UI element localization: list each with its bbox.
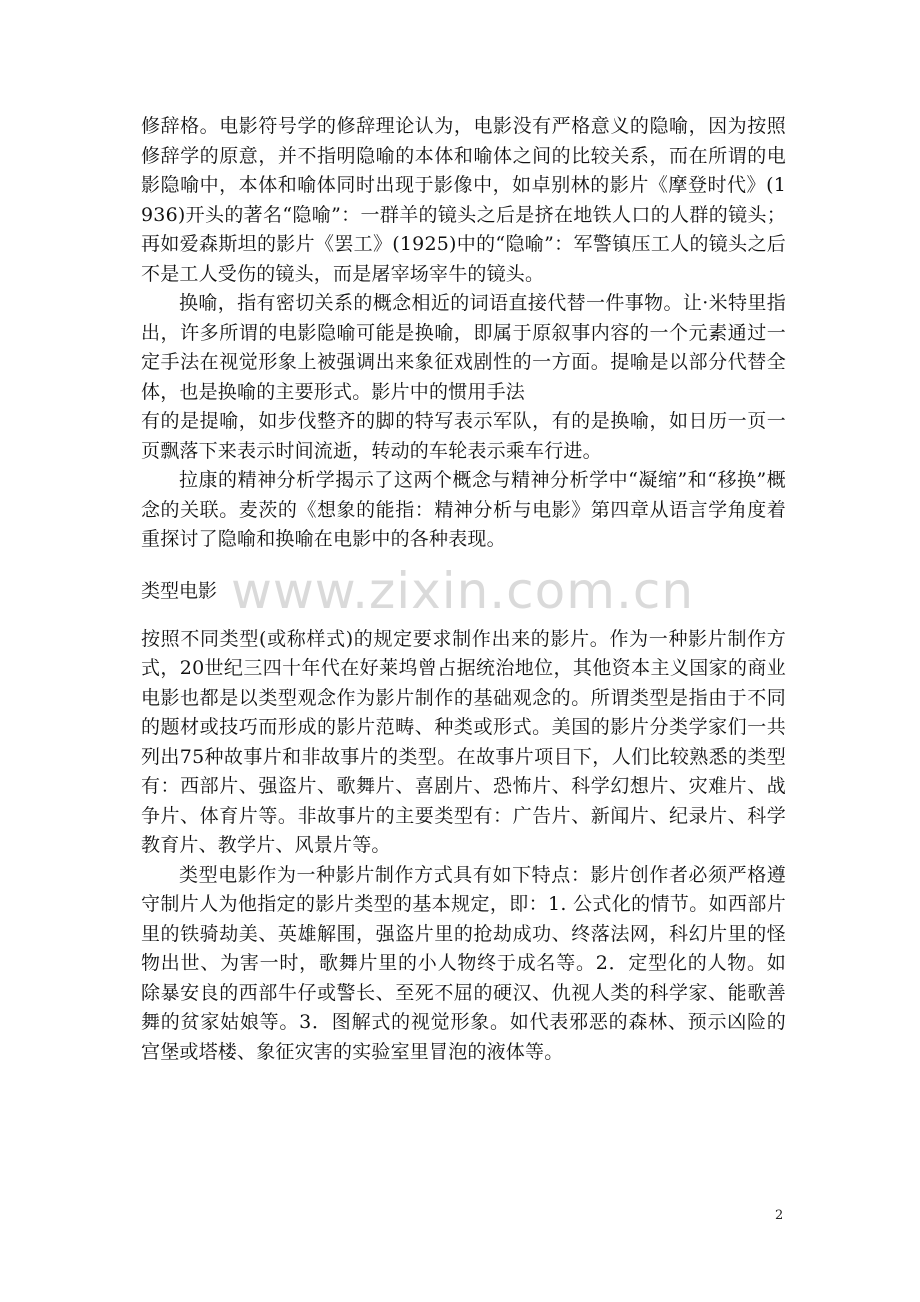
watermark: www.zixin.com.cn xyxy=(231,561,695,620)
paragraph-rhetoric-metaphor: 修辞格。电影符号学的修辞理论认为，电影没有严格意义的隐喻，因为按照修辞学的原意，并不指明隐喻的本体和喻体之间的比较关系，而在所谓的电影隐喻中，本体和喻体同时出现于影像中，如卓别林的影片《摩登时代》(1936)开头的著名“隐喻”：一群羊的镜头之后是挤在地铁人口的人群的镜头；再如爱森斯坦的影片《罢工》(1925)中的“隐喻”：军警镇压工人的镜头之后不是工人受伤的镜头，而是屠宰场宰牛的镜头。 xyxy=(141,115,786,285)
section-heading-genre-film xyxy=(141,561,786,620)
paragraph-genre-definition: 按照不同类型(或称样式)的规定要求制作出来的影片。作为一种影片制作方式，20世纪三四十年代在好莱坞曾占据统治地位，其他资本主义国家的商业电影也都是以类型观念作为影片制作的基础观念的。所谓类型是指由于不同的题材或技巧而形成的影片范畴、种类或形式。美国的影片分类学家们一共列出75种故事片和非故事片的类型。在故事片项目下，人们比较熟悉的类型有：西部片、强盗片、歌舞片、喜剧片、恐怖片、科学幻想片、灾难片、战争片、体育片等。非故事片的主要类型有：广告片、新闻片、纪录片、科学教育片、教学片、风景片等。 xyxy=(141,627,786,856)
page-number: 2 xyxy=(775,1208,784,1223)
paragraph-synecdoche-examples: 有的是提喻，如步伐整齐的脚的特写表示军队，有的是换喻，如日历一页一页飘落下来表示时间流逝，转动的车轮表示乘车行进。 xyxy=(141,410,786,462)
section-heading-text: 类型电影 xyxy=(141,579,218,602)
paragraph-lacan-metz: 拉康的精神分析学揭示了这两个概念与精神分析学中“凝缩”和“移换”概念的关联。麦茨的《想象的能指：精神分析与电影》第四章从语言学角度着重探讨了隐喻和换喻在电影中的各种表现。 xyxy=(141,469,786,550)
paragraph-genre-characteristics: 类型电影作为一种影片制作方式具有如下特点：影片创作者必须严格遵守制片人为他指定的影片类型的基本规定，即：1. 公式化的情节。如西部片里的铁骑劫美、英雄解围，强盗片里的抢劫成功、终落法网，科幻片里的怪物出世、为害一时，歌舞片里的小人物终于成名等。2．定型化的人物。如除暴安良的西部牛仔或警长、至死不屈的硬汉、仇视人类的科学家、能歌善舞的贫家姑娘等。3．图解式的视觉形象。如代表邪恶的森林、预示凶险的宫堡或塔楼、象征灾害的实验室里冒泡的液体等。 xyxy=(141,863,786,1063)
document-body xyxy=(141,112,786,1067)
paragraph-metonymy: 换喻，指有密切关系的概念相近的词语直接代替一件事物。让·米特里指出，许多所谓的电影隐喻可能是换喻，即属于原叙事内容的一个元素通过一定手法在视觉形象上被强调出来象征戏剧性的一方面。提喻是以部分代替全体，也是换喻的主要形式。影片中的惯用手法 xyxy=(141,292,786,403)
